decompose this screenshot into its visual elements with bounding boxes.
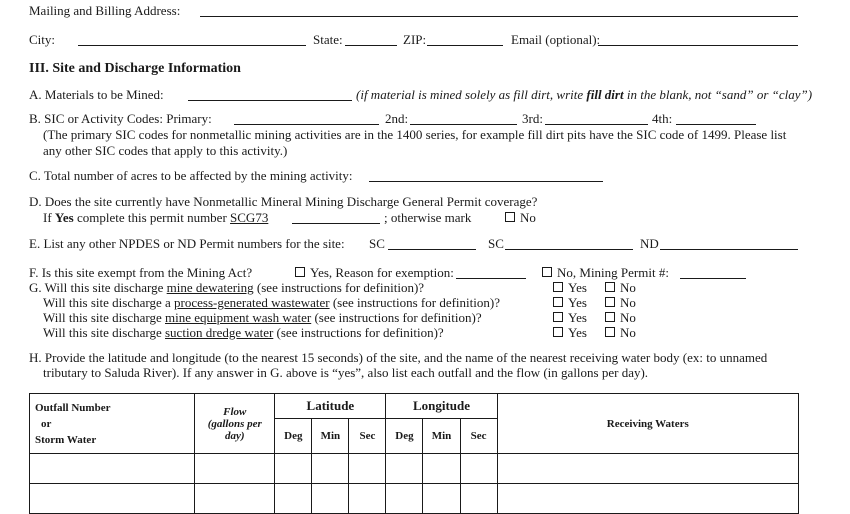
exempt-yes-option[interactable]: Yes, Reason for exemption: bbox=[295, 265, 454, 280]
long-deg-header: Deg bbox=[386, 419, 423, 454]
long-min-cell[interactable] bbox=[423, 454, 460, 484]
lat-long-instructions-line1: H. Provide the latitude and longitude (to the nearest 15 seconds) of the site, and the name of the nearest receiving water body (ex: to unnamed bbox=[29, 350, 768, 365]
other-permits-label: E. List any other NPDES or ND Permit numbers for the site: bbox=[29, 236, 345, 251]
city-field[interactable] bbox=[78, 45, 306, 46]
receiving-cell[interactable] bbox=[497, 454, 798, 484]
lat-min-header: Min bbox=[312, 419, 349, 454]
flow-header: Flow (gallons per day) bbox=[195, 394, 275, 454]
section-title: III. Site and Discharge Information bbox=[29, 61, 241, 76]
permit-number-prompt: If Yes complete this permit number SCG73 bbox=[43, 210, 269, 225]
email-field[interactable] bbox=[598, 45, 798, 46]
sic-primary-field[interactable] bbox=[234, 124, 379, 125]
checkbox-icon[interactable] bbox=[605, 327, 615, 337]
materials-note: (if material is mined solely as fill dirt, write fill dirt in the blank, not “sand” or “clay”) bbox=[356, 87, 813, 102]
sic-note-line2: any other SIC codes that apply to this activity.) bbox=[43, 143, 288, 158]
state-field[interactable] bbox=[345, 45, 397, 46]
receiving-waters-header: Receiving Waters bbox=[497, 394, 798, 454]
outfall-cell[interactable] bbox=[30, 484, 195, 514]
checkbox-icon[interactable] bbox=[553, 297, 563, 307]
permit-no-option[interactable]: No bbox=[505, 210, 536, 225]
sic-4th-field[interactable] bbox=[676, 124, 756, 125]
mailing-address-field[interactable] bbox=[200, 16, 798, 17]
sc-prefix-2: SC bbox=[488, 236, 504, 251]
outfall-header: Outfall Number or Storm Water bbox=[30, 394, 195, 454]
long-min-cell[interactable] bbox=[423, 484, 460, 514]
discharge-question-dredge: Will this site discharge suction dredge water (see instructions for definition)? bbox=[43, 325, 444, 340]
lat-deg-header: Deg bbox=[275, 419, 312, 454]
dredge-no[interactable]: No bbox=[605, 325, 636, 340]
permit-number-field[interactable] bbox=[292, 223, 380, 224]
checkbox-icon[interactable] bbox=[553, 327, 563, 337]
nd-field[interactable] bbox=[660, 249, 798, 250]
sic-4th-label: 4th: bbox=[652, 111, 673, 126]
latitude-header: Latitude bbox=[275, 394, 386, 419]
lat-deg-cell[interactable] bbox=[275, 454, 312, 484]
sc-prefix-1: SC bbox=[369, 236, 385, 251]
exempt-no-option[interactable]: No, Mining Permit #: bbox=[542, 265, 669, 280]
lat-deg-cell[interactable] bbox=[275, 484, 312, 514]
discharge-question-dewatering: G. Will this site discharge mine dewatering (see instructions for definition)? bbox=[29, 280, 425, 295]
lat-sec-cell[interactable] bbox=[349, 454, 386, 484]
dewatering-yes[interactable]: Yes bbox=[553, 280, 587, 295]
process-yes[interactable]: Yes bbox=[553, 295, 587, 310]
acres-label: C. Total number of acres to be affected by the mining activity: bbox=[29, 168, 353, 183]
dewatering-no[interactable]: No bbox=[605, 280, 636, 295]
long-sec-cell[interactable] bbox=[460, 484, 497, 514]
long-sec-header: Sec bbox=[460, 419, 497, 454]
receiving-cell[interactable] bbox=[497, 484, 798, 514]
mailing-address-label: Mailing and Billing Address: bbox=[29, 3, 181, 18]
checkbox-icon[interactable] bbox=[295, 267, 305, 277]
flow-cell[interactable] bbox=[195, 454, 275, 484]
discharge-question-wash: Will this site discharge mine equipment wash water (see instructions for definition)? bbox=[43, 310, 482, 325]
lat-min-cell[interactable] bbox=[312, 484, 349, 514]
checkbox-icon[interactable] bbox=[605, 312, 615, 322]
longitude-header: Longitude bbox=[386, 394, 497, 419]
lat-min-cell[interactable] bbox=[312, 454, 349, 484]
permit-coverage-question: D. Does the site currently have Nonmetallic Mineral Mining Discharge General Permit coverage? bbox=[29, 194, 538, 209]
checkbox-icon[interactable] bbox=[605, 282, 615, 292]
sic-2nd-label: 2nd: bbox=[385, 111, 409, 126]
process-no[interactable]: No bbox=[605, 295, 636, 310]
acres-field[interactable] bbox=[369, 181, 603, 182]
sic-3rd-label: 3rd: bbox=[522, 111, 543, 126]
lat-sec-header: Sec bbox=[349, 419, 386, 454]
long-deg-cell[interactable] bbox=[386, 454, 423, 484]
wash-yes[interactable]: Yes bbox=[553, 310, 587, 325]
mining-permit-field[interactable] bbox=[680, 278, 746, 279]
long-min-header: Min bbox=[423, 419, 460, 454]
flow-cell[interactable] bbox=[195, 484, 275, 514]
dredge-yes[interactable]: Yes bbox=[553, 325, 587, 340]
checkbox-icon[interactable] bbox=[553, 312, 563, 322]
wash-no[interactable]: No bbox=[605, 310, 636, 325]
sic-2nd-field[interactable] bbox=[410, 124, 517, 125]
checkbox-icon[interactable] bbox=[505, 212, 515, 222]
nd-prefix: ND bbox=[640, 236, 659, 251]
sic-note-line1: (The primary SIC codes for nonmetallic mining activities are in the 1400 series, for example fill dirt pits have the SIC code of 1499. Please list bbox=[43, 127, 787, 142]
zip-label: ZIP: bbox=[403, 32, 427, 47]
email-label: Email (optional): bbox=[511, 32, 601, 47]
state-label: State: bbox=[313, 32, 343, 47]
sc-field-1[interactable] bbox=[388, 249, 476, 250]
checkbox-icon[interactable] bbox=[542, 267, 552, 277]
city-label: City: bbox=[29, 32, 56, 47]
table-row bbox=[30, 484, 799, 514]
discharge-question-process: Will this site discharge a process-generated wastewater (see instructions for definition)? bbox=[43, 295, 500, 310]
lat-long-instructions-line2: tributary to Saluda River). If any answer in G. above is “yes”, also list each outfall and the flow (in gallons per day). bbox=[43, 365, 649, 380]
table-row bbox=[30, 454, 799, 484]
long-deg-cell[interactable] bbox=[386, 484, 423, 514]
sc-field-2[interactable] bbox=[505, 249, 633, 250]
long-sec-cell[interactable] bbox=[460, 454, 497, 484]
checkbox-icon[interactable] bbox=[605, 297, 615, 307]
sic-label: B. SIC or Activity Codes: Primary: bbox=[29, 111, 212, 126]
zip-field[interactable] bbox=[427, 45, 503, 46]
lat-sec-cell[interactable] bbox=[349, 484, 386, 514]
exempt-question: F. Is this site exempt from the Mining Act? bbox=[29, 265, 253, 280]
materials-field[interactable] bbox=[188, 100, 352, 101]
outfall-table bbox=[29, 393, 799, 514]
materials-label: A. Materials to be Mined: bbox=[29, 87, 164, 102]
checkbox-icon[interactable] bbox=[553, 282, 563, 292]
outfall-cell[interactable] bbox=[30, 454, 195, 484]
exemption-reason-field[interactable] bbox=[456, 278, 526, 279]
otherwise-mark-label: ; otherwise mark bbox=[384, 210, 472, 225]
sic-3rd-field[interactable] bbox=[545, 124, 648, 125]
